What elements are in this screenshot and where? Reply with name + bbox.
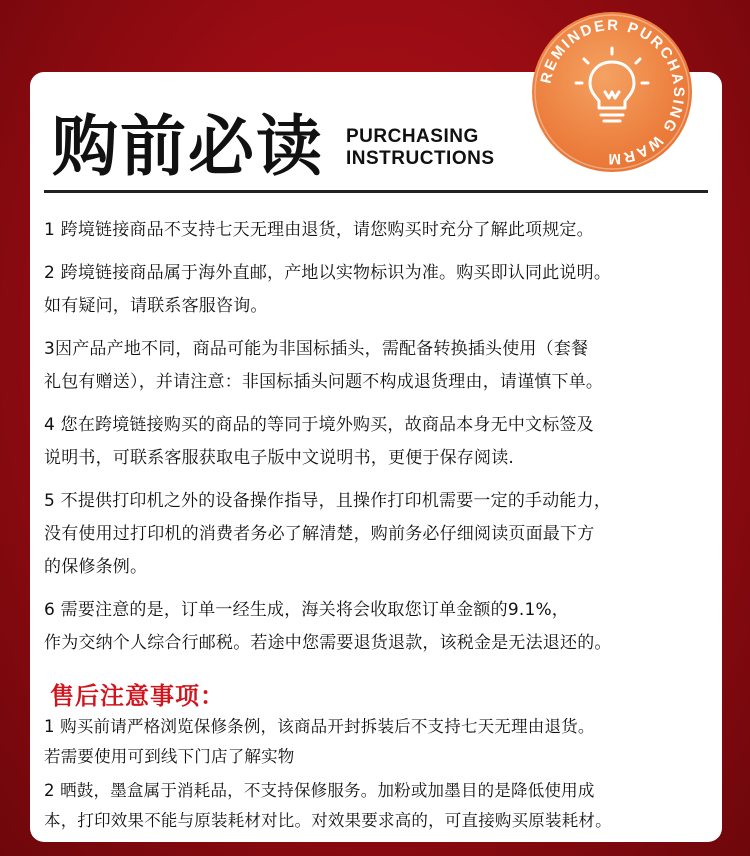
after-sales-item <box>44 776 712 836</box>
note-line: 1 跨境链接商品不支持七天无理由退货，请您购买时充分了解此项规定。 <box>44 220 594 240</box>
after-sales-line: 若需要使用可到线下门店了解实物 <box>44 747 295 766</box>
after-sales-line: 1 购买前请严格浏览保修条例，该商品开封拆装后不支持七天无理由退货。 <box>44 717 595 736</box>
subtitle-line-2: INSTRUCTIONS <box>346 148 495 169</box>
note-line: 6 需要注意的是，订单一经生成，海关将会收取您订单金额的9.1%， <box>44 600 570 620</box>
note-line: 的保修条例。 <box>44 557 148 577</box>
after-sales-line: 2 晒鼓，墨盒属于消耗品，不支持保修服务。加粉或加墨目的是降低使用成 <box>44 781 595 800</box>
note-line: 说明书，可联系客服获取电子版中文说明书，更便于保存阅读. <box>44 448 515 468</box>
notes-list <box>44 214 712 670</box>
subtitle-line-1: PURCHASING <box>346 126 479 147</box>
note-line: 4 您在跨境链接购买的商品的等同于境外购买，故商品本身无中文标签及 <box>44 415 594 435</box>
note-line: 2 跨境链接商品属于海外直邮，产地以实物标识为准。购买即认同此说明。 <box>44 263 612 283</box>
note-item <box>44 214 712 247</box>
note-item <box>44 409 712 475</box>
badge-ring-text: REMINDER PURCHASING WARM <box>537 16 688 168</box>
reminder-badge <box>532 12 692 172</box>
after-sales-heading: 售后注意事项： <box>50 682 225 710</box>
note-line: 3因产品产地不同，商品可能为非国标插头，需配备转换插头使用（套餐 <box>44 339 589 359</box>
after-sales-list <box>44 712 712 840</box>
note-item <box>44 257 712 323</box>
instructions-card <box>30 72 722 842</box>
page-subtitle <box>346 126 495 170</box>
note-item <box>44 333 712 399</box>
lightbulb-icon <box>576 48 648 121</box>
title-divider <box>44 190 708 193</box>
after-sales-line: 本，打印效果不能与原装耗材对比。对效果要求高的，可直接购买原装耗材。 <box>44 811 612 830</box>
note-line: 礼包有赠送），并请注意：非国标插头问题不构成退货理由，请谨慎下单。 <box>44 372 604 392</box>
page-title: 购前必读 <box>52 108 324 185</box>
badge-graphic <box>532 12 692 172</box>
note-line: 作为交纳个人综合行邮税。若途中您需要退货退款，该税金是无法退还的。 <box>44 633 612 653</box>
note-line: 如有疑问，请联系客服咨询。 <box>44 296 268 316</box>
note-item <box>44 594 712 660</box>
note-line: 5 不提供打印机之外的设备操作指导，且操作打印机需要一定的手动能力， <box>44 491 612 511</box>
after-sales-item <box>44 712 712 772</box>
note-item <box>44 485 712 584</box>
note-line: 没有使用过打印机的消费者务必了解清楚，购前务必仔细阅读页面最下方 <box>44 524 595 544</box>
